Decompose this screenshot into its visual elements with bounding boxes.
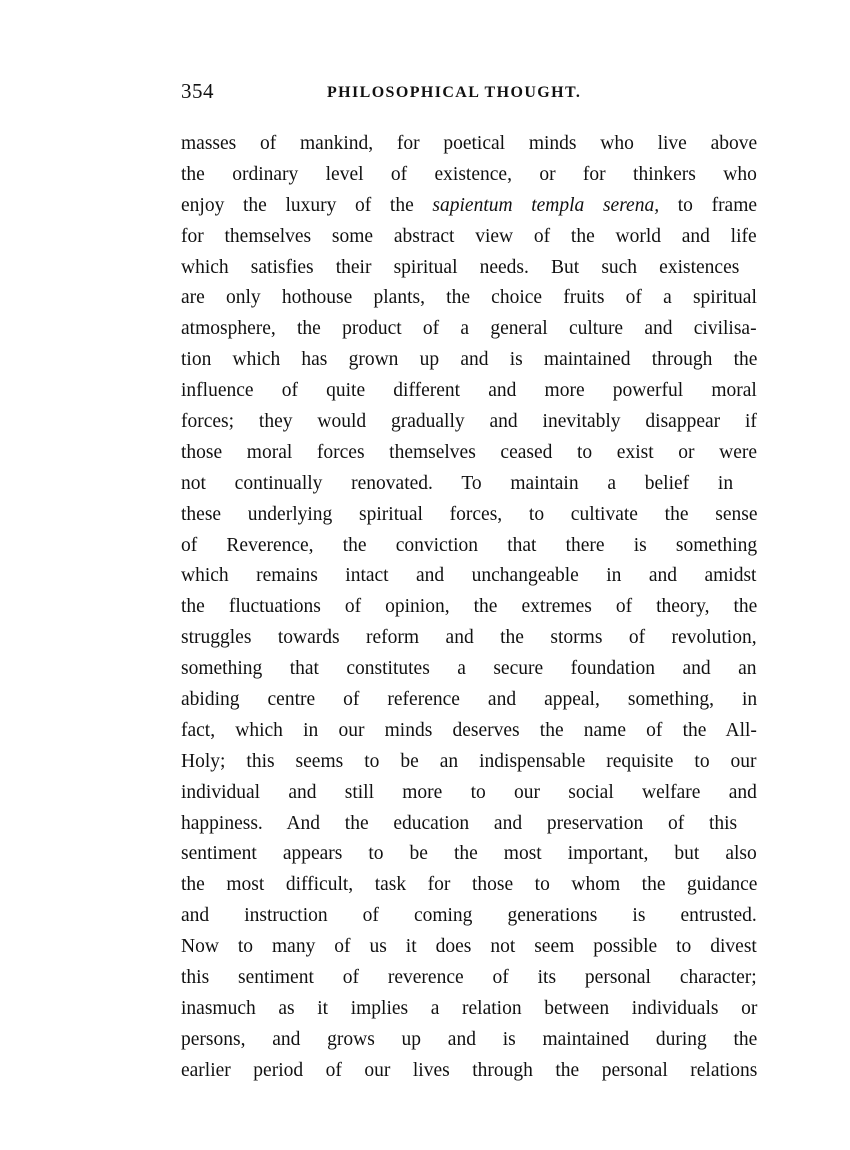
text-line: sentiment appears to be the most important, but also xyxy=(181,843,757,865)
text-line: the ordinary level of existence, or for thinkers who xyxy=(181,163,757,185)
text-line: not continually renovated. To maintain a belief in xyxy=(181,472,734,494)
text-line: atmosphere, the product of a general culture and civilisa- xyxy=(181,318,757,340)
text-line: earlier period of our lives through the personal relations xyxy=(181,1059,758,1081)
text-line: Holy; this seems to be an indispensable requisite to our xyxy=(181,750,757,772)
text-line: of Reverence, the conviction that there is something xyxy=(181,534,758,556)
text-line: influence of quite different and more powerful moral xyxy=(181,380,757,402)
text-line: these underlying spiritual forces, to cultivate the sense xyxy=(181,503,758,525)
text-line: tion which has grown up and is maintained through the xyxy=(181,349,758,371)
text-segment: to frame xyxy=(659,194,758,216)
text-line: struggles towards reform and the storms of revolution, xyxy=(181,627,757,649)
text-line: which remains intact and unchangeable in and amidst xyxy=(181,565,757,587)
text-line: fact, which in our minds deserves the name of the All- xyxy=(181,719,757,741)
running-title: PHILOSOPHICAL THOUGHT. xyxy=(327,84,582,101)
text-line: happiness. And the education and preservation of this xyxy=(181,812,738,834)
text-line xyxy=(181,191,757,222)
text-line: abiding centre of reference and appeal, something, in xyxy=(181,689,758,711)
page-number: 354 xyxy=(181,79,214,103)
text-line: are only hothouse plants, the choice fruits of a spiritual xyxy=(181,287,757,309)
text-line: this sentiment of reverence of its personal character; xyxy=(181,967,757,989)
text-line: the most difficult, task for those to whom the guidance xyxy=(181,874,758,896)
text-line: for themselves some abstract view of the world and life xyxy=(181,225,757,247)
text-line: forces; they would gradually and inevitably disappear if xyxy=(181,411,757,433)
text-line: Now to many of us it does not seem possible to divest xyxy=(181,936,757,958)
text-line: the fluctuations of opinion, the extremes of theory, the xyxy=(181,596,758,618)
text-segment: enjoy the luxury of the xyxy=(181,194,433,216)
text-line: those moral forces themselves ceased to exist or were xyxy=(181,441,758,463)
text-line: and instruction of coming generations is entrusted. xyxy=(181,905,757,927)
text-line: masses of mankind, for poetical minds who live above xyxy=(181,133,758,154)
text-line: inasmuch as it implies a relation between individuals or xyxy=(181,997,758,1019)
text-line: which satisfies their spiritual needs. But such existences xyxy=(181,256,740,278)
italic-latin-phrase: sapientum templa serena, xyxy=(432,194,660,216)
text-line: individual and still more to our social welfare and xyxy=(181,781,757,803)
text-line: persons, and grows up and is maintained during the xyxy=(181,1028,758,1050)
text-line: something that constitutes a secure foundation and an xyxy=(181,658,757,680)
body-paragraph xyxy=(181,129,757,1087)
page-header xyxy=(181,76,757,106)
